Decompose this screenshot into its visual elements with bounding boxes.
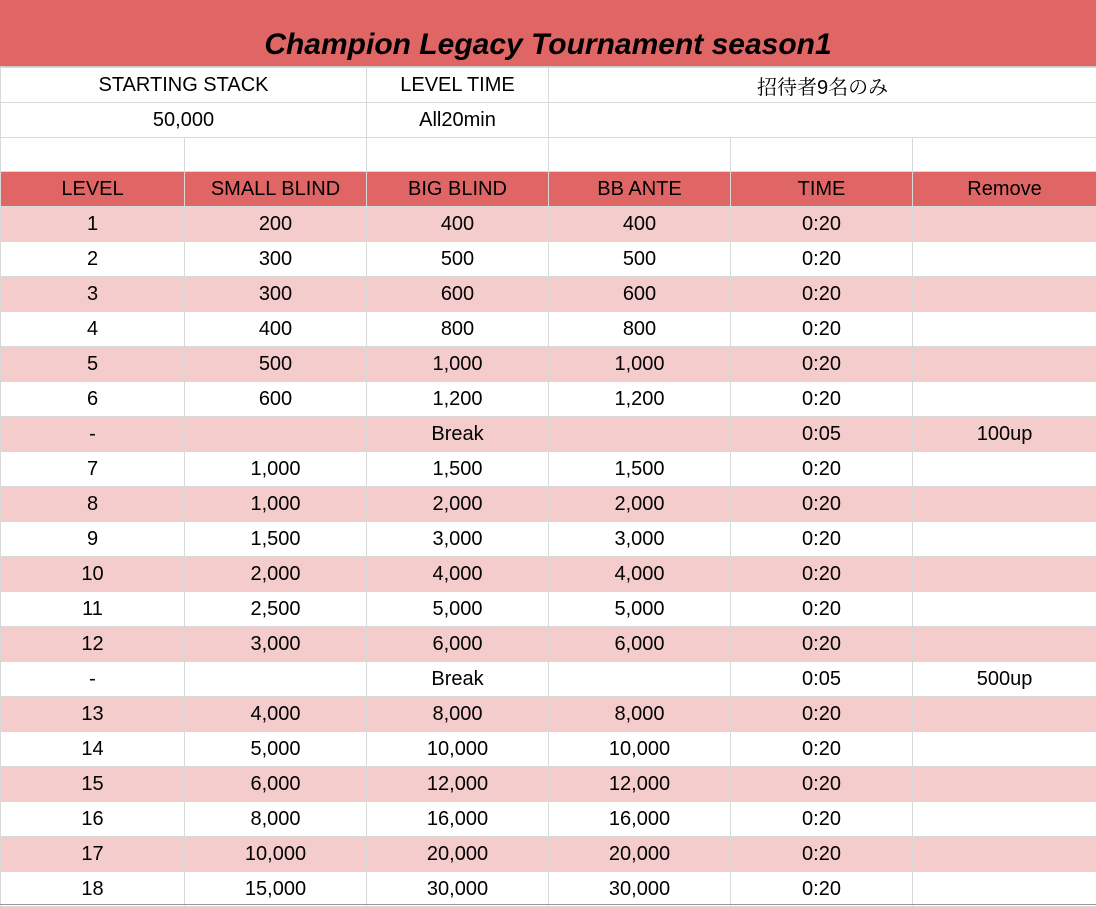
cell-bb-ante[interactable]: 3,000	[549, 522, 731, 557]
cell-big-blind[interactable]: 12,000	[367, 767, 549, 802]
info-value-row	[1, 103, 1096, 138]
cell-remove[interactable]	[913, 837, 1096, 872]
cell-bb-ante[interactable]: 500	[549, 242, 731, 277]
cell-small-blind[interactable]: 2,500	[185, 592, 367, 627]
cell-small-blind[interactable]: 8,000	[185, 802, 367, 837]
cell-big-blind[interactable]: 4,000	[367, 557, 549, 592]
cell-time[interactable]: 0:20	[731, 522, 913, 557]
cell-time[interactable]: 0:20	[731, 627, 913, 662]
cell-level[interactable]: 14	[1, 732, 185, 767]
cell-time[interactable]: 0:20	[731, 872, 913, 907]
cell-bb-ante[interactable]: 4,000	[549, 557, 731, 592]
cell-small-blind[interactable]	[185, 662, 367, 697]
cell-big-blind[interactable]: Break	[367, 662, 549, 697]
cell-time[interactable]: 0:20	[731, 557, 913, 592]
cell-big-blind[interactable]: 10,000	[367, 732, 549, 767]
cell-big-blind[interactable]: 6,000	[367, 627, 549, 662]
cell-level[interactable]: 2	[1, 242, 185, 277]
cell-big-blind[interactable]: 3,000	[367, 522, 549, 557]
cell-time[interactable]: 0:20	[731, 697, 913, 732]
table-row	[1, 592, 1096, 627]
cell-time[interactable]: 0:20	[731, 347, 913, 382]
table-row	[1, 627, 1096, 662]
cell-bb-ante[interactable]: 30,000	[549, 872, 731, 907]
cell-small-blind[interactable]: 1,000	[185, 487, 367, 522]
table-row	[1, 347, 1096, 382]
cell-time[interactable]: 0:20	[731, 732, 913, 767]
table-row	[1, 207, 1096, 242]
empty-cell[interactable]	[913, 138, 1096, 172]
cell-small-blind[interactable]: 4,000	[185, 697, 367, 732]
cell-big-blind[interactable]: 2,000	[367, 487, 549, 522]
spacer-row	[1, 138, 1096, 172]
cell-big-blind[interactable]: 16,000	[367, 802, 549, 837]
empty-cell[interactable]	[549, 103, 1096, 138]
cell-remove[interactable]	[913, 312, 1096, 347]
title-cell[interactable]	[0, 0, 1096, 67]
cell-small-blind[interactable]: 300	[185, 242, 367, 277]
table-bottom-border	[0, 904, 1096, 905]
cell-level[interactable]: -	[1, 417, 185, 452]
cell-remove[interactable]	[913, 242, 1096, 277]
cell-level[interactable]: 15	[1, 767, 185, 802]
table-row	[1, 732, 1096, 767]
cell-bb-ante[interactable]: 16,000	[549, 802, 731, 837]
cell-remove[interactable]	[913, 207, 1096, 242]
cell-level[interactable]: 10	[1, 557, 185, 592]
cell-bb-ante[interactable]: 8,000	[549, 697, 731, 732]
cell-small-blind[interactable]: 1,000	[185, 452, 367, 487]
cell-level[interactable]: -	[1, 662, 185, 697]
cell-level[interactable]: 13	[1, 697, 185, 732]
empty-cell[interactable]	[1, 138, 185, 172]
cell-remove[interactable]	[913, 522, 1096, 557]
table-row	[1, 242, 1096, 277]
cell-big-blind[interactable]: 5,000	[367, 592, 549, 627]
header-level[interactable]: LEVEL	[1, 172, 185, 207]
cell-time[interactable]: 0:20	[731, 837, 913, 872]
cell-bb-ante[interactable]: 800	[549, 312, 731, 347]
cell-small-blind[interactable]: 400	[185, 312, 367, 347]
cell-remove[interactable]	[913, 872, 1096, 907]
table-row	[1, 487, 1096, 522]
level-time-value[interactable]: All20min	[367, 103, 549, 138]
cell-time[interactable]: 0:20	[731, 207, 913, 242]
cell-bb-ante[interactable]	[549, 662, 731, 697]
cell-level[interactable]: 5	[1, 347, 185, 382]
empty-cell[interactable]	[185, 138, 367, 172]
table-row	[1, 697, 1096, 732]
cell-remove[interactable]	[913, 382, 1096, 417]
cell-level[interactable]: 6	[1, 382, 185, 417]
table-row	[1, 452, 1096, 487]
cell-remove[interactable]	[913, 487, 1096, 522]
table-row	[1, 662, 1096, 697]
table-row	[1, 522, 1096, 557]
cell-small-blind[interactable]: 1,500	[185, 522, 367, 557]
empty-cell[interactable]	[549, 138, 731, 172]
cell-time[interactable]: 0:20	[731, 312, 913, 347]
table-row	[1, 557, 1096, 592]
table-row	[1, 802, 1096, 837]
info-label-row	[1, 68, 1096, 103]
sheet-title: Champion Legacy Tournament season1	[264, 28, 831, 66]
cell-big-blind[interactable]: 8,000	[367, 697, 549, 732]
header-big-blind[interactable]: BIG BLIND	[367, 172, 549, 207]
cell-time[interactable]: 0:20	[731, 242, 913, 277]
cell-bb-ante[interactable]: 600	[549, 277, 731, 312]
header-bb-ante[interactable]: BB ANTE	[549, 172, 731, 207]
cell-big-blind[interactable]: 400	[367, 207, 549, 242]
cell-small-blind[interactable]	[185, 417, 367, 452]
cell-remove[interactable]	[913, 627, 1096, 662]
cell-time[interactable]: 0:20	[731, 802, 913, 837]
cell-small-blind[interactable]: 300	[185, 277, 367, 312]
cell-remove[interactable]	[913, 277, 1096, 312]
cell-big-blind[interactable]: 1,200	[367, 382, 549, 417]
table-row	[1, 767, 1096, 802]
cell-bb-ante[interactable]: 20,000	[549, 837, 731, 872]
cell-level[interactable]: 18	[1, 872, 185, 907]
cell-time[interactable]: 0:20	[731, 452, 913, 487]
starting-stack-value[interactable]: 50,000	[1, 103, 367, 138]
cell-remove[interactable]	[913, 697, 1096, 732]
cell-bb-ante[interactable]: 12,000	[549, 767, 731, 802]
cell-time[interactable]: 0:20	[731, 277, 913, 312]
cell-small-blind[interactable]: 600	[185, 382, 367, 417]
cell-remove[interactable]	[913, 802, 1096, 837]
cell-small-blind[interactable]: 10,000	[185, 837, 367, 872]
cell-level[interactable]: 9	[1, 522, 185, 557]
cell-level[interactable]: 12	[1, 627, 185, 662]
cell-time[interactable]: 0:05	[731, 662, 913, 697]
cell-remove[interactable]: 100up	[913, 417, 1096, 452]
level-time-label[interactable]: LEVEL TIME	[367, 68, 549, 103]
table-row	[1, 382, 1096, 417]
table-row	[1, 277, 1096, 312]
cell-small-blind[interactable]: 15,000	[185, 872, 367, 907]
cell-small-blind[interactable]: 6,000	[185, 767, 367, 802]
column-header-row	[1, 172, 1096, 207]
cell-big-blind[interactable]: 800	[367, 312, 549, 347]
cell-bb-ante[interactable]: 1,200	[549, 382, 731, 417]
cell-remove[interactable]	[913, 347, 1096, 382]
cell-bb-ante[interactable]	[549, 417, 731, 452]
cell-bb-ante[interactable]: 400	[549, 207, 731, 242]
cell-level[interactable]: 17	[1, 837, 185, 872]
empty-cell[interactable]	[731, 138, 913, 172]
cell-remove[interactable]: 500up	[913, 662, 1096, 697]
cell-big-blind[interactable]: 600	[367, 277, 549, 312]
cell-big-blind[interactable]: 1,000	[367, 347, 549, 382]
header-small-blind[interactable]: SMALL BLIND	[185, 172, 367, 207]
cell-bb-ante[interactable]: 1,000	[549, 347, 731, 382]
cell-small-blind[interactable]: 3,000	[185, 627, 367, 662]
cell-small-blind[interactable]: 2,000	[185, 557, 367, 592]
table-row	[1, 417, 1096, 452]
blind-structure-table	[0, 67, 1096, 907]
cell-small-blind[interactable]: 500	[185, 347, 367, 382]
starting-stack-label[interactable]: STARTING STACK	[1, 68, 367, 103]
cell-level[interactable]: 11	[1, 592, 185, 627]
cell-bb-ante[interactable]: 6,000	[549, 627, 731, 662]
cell-level[interactable]: 1	[1, 207, 185, 242]
cell-bb-ante[interactable]: 1,500	[549, 452, 731, 487]
cell-big-blind[interactable]: 1,500	[367, 452, 549, 487]
cell-remove[interactable]	[913, 557, 1096, 592]
cell-big-blind[interactable]: 500	[367, 242, 549, 277]
cell-small-blind[interactable]: 5,000	[185, 732, 367, 767]
cell-remove[interactable]	[913, 452, 1096, 487]
cell-remove[interactable]	[913, 592, 1096, 627]
header-time[interactable]: TIME	[731, 172, 913, 207]
table-row	[1, 872, 1096, 907]
cell-level[interactable]: 7	[1, 452, 185, 487]
cell-time[interactable]: 0:20	[731, 767, 913, 802]
cell-big-blind[interactable]: 30,000	[367, 872, 549, 907]
cell-level[interactable]: 8	[1, 487, 185, 522]
cell-remove[interactable]	[913, 767, 1096, 802]
table-row	[1, 837, 1096, 872]
cell-time[interactable]: 0:20	[731, 592, 913, 627]
cell-big-blind[interactable]: Break	[367, 417, 549, 452]
cell-bb-ante[interactable]: 5,000	[549, 592, 731, 627]
cell-big-blind[interactable]: 20,000	[367, 837, 549, 872]
empty-cell[interactable]	[367, 138, 549, 172]
table-row	[1, 312, 1096, 347]
invite-note[interactable]: 招待者9名のみ	[549, 68, 1096, 103]
cell-level[interactable]: 16	[1, 802, 185, 837]
cell-bb-ante[interactable]: 2,000	[549, 487, 731, 522]
cell-time[interactable]: 0:20	[731, 487, 913, 522]
cell-time[interactable]: 0:20	[731, 382, 913, 417]
cell-bb-ante[interactable]: 10,000	[549, 732, 731, 767]
header-remove[interactable]: Remove	[913, 172, 1096, 207]
cell-small-blind[interactable]: 200	[185, 207, 367, 242]
cell-level[interactable]: 4	[1, 312, 185, 347]
cell-level[interactable]: 3	[1, 277, 185, 312]
cell-remove[interactable]	[913, 732, 1096, 767]
cell-time[interactable]: 0:05	[731, 417, 913, 452]
